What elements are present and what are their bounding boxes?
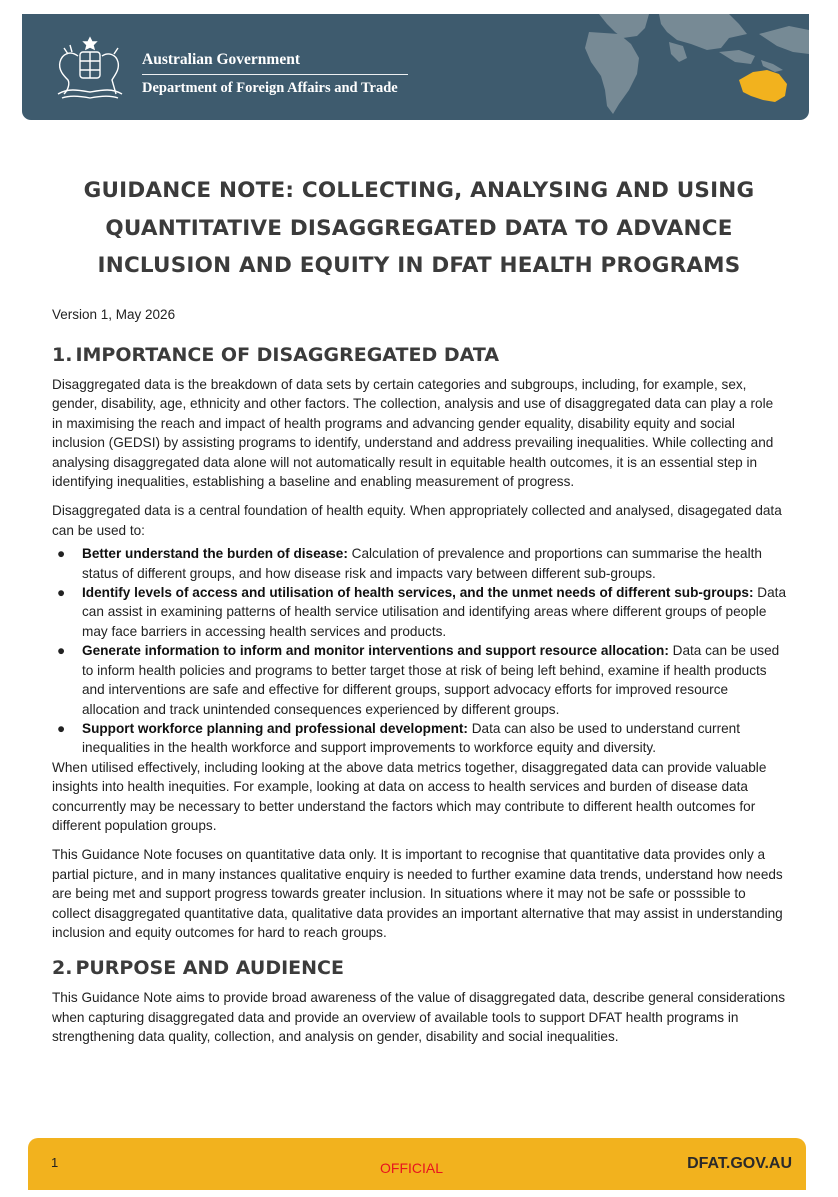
paragraph: This Guidance Note aims to provide broad awareness of the value of disaggregated data, describe general considerations when capturing disaggregated data and provide an overview of available tools to support DFAT health programs in strengthening data quality, collection, and analysis on gender, disability and social inequalities. <box>52 990 785 1045</box>
list-item-lead: Better understand the burden of disease: <box>82 546 348 562</box>
section-title: IMPORTANCE OF DISAGGREGATED DATA <box>75 344 500 366</box>
list-item-text: Calculation of prevalence and proportions can summarise the health status of different groups, and how disease risk and impacts vary between different sub-groups. <box>82 546 762 581</box>
bullet-icon: ● <box>57 720 66 736</box>
paragraph: Disaggregated data is the breakdown of data sets by certain categories and subgroups, including, for example, sex, gender, disability, age, ethnicity and other factors. The collection, analysis and use of disaggregated data can play a role in maximising the reach and impact of health programs and advancing gender equality, disability equity and social inclusion (GEDSI) by assisting programs to identify, understand and address prevailing inequalities. While collecting and analysing disaggregated data alone will not automatically result in equitable health outcomes, it is an essential step in identifying inequalities, establishing a baseline and enabling measurement of progress. <box>52 377 774 490</box>
page-footer <box>28 1138 806 1190</box>
list-item <box>52 544 787 583</box>
paragraph: Disaggregated data is a central foundation of health equity. When appropriately collected and analysed, disagegated data can be used to: <box>52 503 782 538</box>
version-date: Version 1, May 2026 <box>52 307 176 322</box>
list-item <box>52 719 787 758</box>
bullet-icon: ● <box>57 585 66 601</box>
website-url: DFAT.GOV.AU <box>687 1155 792 1172</box>
list-item-lead: Generate information to inform and monitor interventions and support resource allocation: <box>82 643 669 659</box>
bullet-list <box>52 544 787 757</box>
list-item <box>52 583 787 641</box>
coat-of-arms-icon <box>50 34 130 104</box>
title-line: QUANTITATIVE DISAGGREGATED DATA TO ADVANCE <box>105 215 733 241</box>
list-item-lead: Support workforce planning and professional development: <box>82 720 468 736</box>
section-number: 2. <box>52 957 73 980</box>
list-item <box>52 641 787 719</box>
document-title <box>52 172 786 285</box>
document-body <box>52 341 787 1047</box>
government-name: Australian Government <box>142 51 301 68</box>
title-line: INCLUSION AND EQUITY IN DFAT HEALTH PROGRAMS <box>97 253 741 278</box>
bullet-icon: ● <box>57 546 66 562</box>
list-item-text: Data can be used to inform health policies and programs to better target those at risk of being left behind, examine if health products and interventions are safe and effective for different groups, support advocacy efforts for improved resource allocation and track unintended consequences experienced by different groups. <box>82 643 780 717</box>
classification-label: OFFICIAL <box>380 1160 444 1176</box>
page-number: 1 <box>51 1155 59 1170</box>
list-item-text: Data can assist in examining patterns of health service utilisation and identifying areas where different groups of people may face barriers in accessing health services and products. <box>82 585 787 639</box>
paragraph: When utilised effectively, including looking at the above data metrics together, disaggregated data can provide valuable insights into health inequities. For example, looking at data on access to health services and burden of disease data concurrently may be necessary to better understand the factors which may contribute to different health outcomes for different population groups. <box>52 759 767 833</box>
government-wordmark <box>142 50 408 97</box>
list-item-lead: Identify levels of access and utilisation of health services, and the unmet needs of different sub-groups: <box>82 585 754 601</box>
wordmark-divider <box>142 74 408 75</box>
department-name: Department of Foreign Affairs and Trade <box>142 80 398 96</box>
section-heading <box>52 341 787 369</box>
header-banner <box>22 14 809 120</box>
list-item-text: Data can also be used to understand current inequalities in the health workforce and support improvements to workforce equity and diversity. <box>82 720 741 756</box>
title-line: GUIDANCE NOTE: COLLECTING, ANALYSING AND USING <box>83 178 755 203</box>
section-title: PURPOSE AND AUDIENCE <box>75 957 344 980</box>
bullet-icon: ● <box>57 643 66 659</box>
section-heading <box>52 954 787 982</box>
paragraph: This Guidance Note focuses on quantitative data only. It is important to recognise that quantitative data provides only a partial picture, and in many instances qualitative enquiry is needed to further examine data trends, understand how needs are being met and support progress towards greater inclusion. In situations where it may not be safe or posssible to collect disaggregated quantitative data, qualitative data provides an important alternative that may assist in understanding inclusion and equity outcomes for hard to reach groups. <box>52 847 783 940</box>
section-number: 1. <box>52 344 73 366</box>
world-map-graphic <box>579 14 809 120</box>
